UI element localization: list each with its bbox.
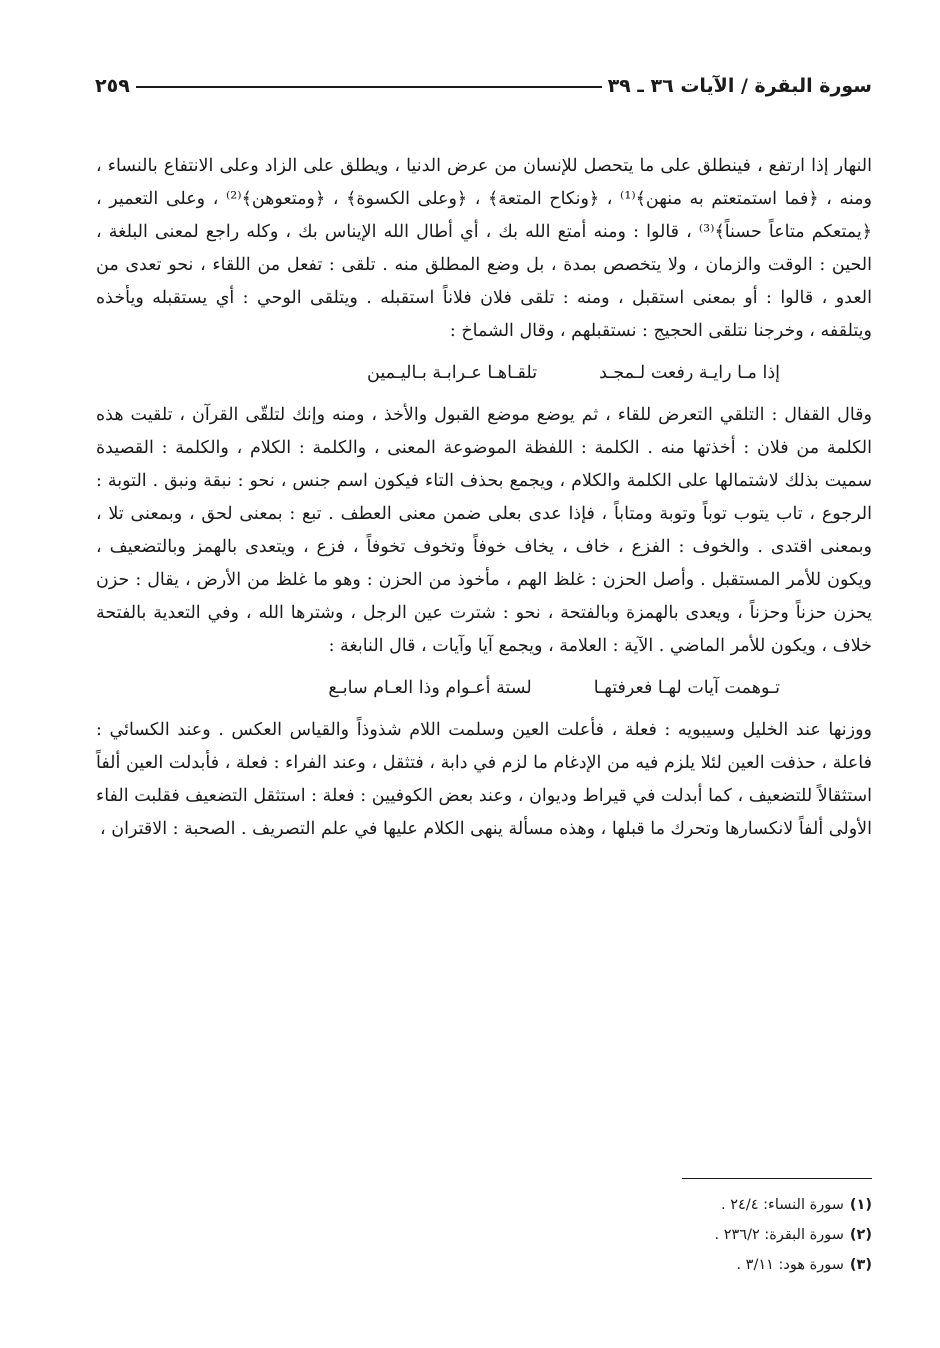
page-number: ٢٥٩ (95, 75, 130, 97)
verse-second-hemistich: تلقـاهـا عـرابـة بـاليـمين (367, 363, 538, 383)
paragraph: النهار إذا ارتفع ، فينطلق على ما يتحصل للإنسان من عرض الدنيا ، ويطلق على الزاد وعلى الانتفاع بالنساء ، ومنه ، ﴿فما استمتعتم به منهن﴾⁽¹⁾ ، ﴿ونكاح المتعة﴾ ، ﴿وعلى الكسوة﴾ ، ﴿ومتعوهن﴾⁽²⁾ ، وعلى التعمير ، ﴿يمتعكم متاعاً حسناً﴾⁽³⁾ ، قالوا : ومنه أمتع الله بك ، أي أطال الله الإيناس بك ، وكله راجع لمعنى البلغة ، الحين : الوقت والزمان ، ولا يتخصص بمدة ، بل وضع المطلق منه . تلقى : تفعل من اللقاء ، نحو تعدى من العدو ، قالوا : أو بمعنى استقبل ، ومنه : تلقى فلان فلاناً استقبله . ويتلقى الوحي : أي يستقبله ويأخذه ويتلقفه ، وخرجنا نتلقى الحجيج : نستقبلهم ، وقال الشماخ : (96, 156, 872, 341)
footnotes (714, 1190, 872, 1280)
running-header-title: سورة البقرة / الآيات ٣٦ ـ ٣٩ (607, 75, 872, 97)
poetry-verse (96, 670, 780, 707)
paragraph: ووزنها عند الخليل وسيبويه : فعلة ، فأعلت العين وسلمت اللام شذوذاً والقياس العكس . وعند الكسائي : فاعلة ، حذفت العين لئلا يلزم فيه من الإدغام ما لزم في دابة ، فتثقل ، وعند الفراء : فعلة ، فأبدلت العين ألفاً استثقالاً للتضعيف ، كما أبدلت في قيراط وديوان ، وعند بعض الكوفيين : فعلة : استثقل التضعيف فقلبت الفاء الأولى ألفاً لانكسارها وتحرك ما قبلها ، وهذه مسألة ينهى الكلام عليها في علم التصريف . الصحبة : الاقتران ، (96, 720, 872, 839)
footnote-number: (١) (849, 1197, 872, 1213)
running-header (95, 68, 872, 104)
footnote-divider (682, 1178, 872, 1179)
header-rule (136, 86, 602, 88)
footnote (714, 1250, 872, 1280)
footnote-number: (٣) (849, 1257, 872, 1273)
footnote-text: سورة النساء: ٢٤/٤ . (721, 1197, 844, 1213)
poetry-verse (96, 355, 780, 392)
footnote-text: سورة البقرة: ٢٣٦/٢ . (714, 1227, 844, 1243)
paragraph: وقال القفال : التلقي التعرض للقاء ، ثم يوضع موضع القبول والأخذ ، ومنه وإنك لتلقّى القرآن ، تلقيت هذه الكلمة من فلان : أخذتها منه . الكلمة : اللفظة الموضوعة المعنى ، والكلمة : الكلام ، والكلمة : القصيدة سميت بذلك لاشتمالها على الكلمة والكلام ، ويجمع بحذف التاء فيكون اسم جنس ، نحو : نبقة ونبق . التوبة : الرجوع ، تاب يتوب توباً وتوبة ومتاباً ، فإذا عدى بعلى ضمن معنى العطف . تبع : بمعنى لحق ، وبمعنى تلا ، وبمعنى اقتدى . والخوف : الفزع ، خاف ، يخاف خوفاً وتخوف تخوفاً ، فزع ، ويتعدى بالهمز وبالتضعيف ، ويكون للأمر المستقبل . وأصل الحزن : غلظ الهم ، مأخوذ من الحزن : وهو ما غلظ من الأرض ، يقال : حزن يحزن حزناً وحزناً ، ويعدى بالهمزة وبالفتحة ، نحو : شترت عين الرجل ، وشترها الله ، وفي التعدية بالفتحة خلاف ، ويكون للأمر الماضي . الآية : العلامة ، ويجمع آيا وآيات ، قال النابغة : (96, 405, 872, 656)
footnote-text: سورة هود: ٣/١١ . (736, 1257, 844, 1273)
footnote (714, 1190, 872, 1220)
verse-first-hemistich: تـوهمت آيات لهـا فعرفتهـا (593, 678, 780, 698)
verse-first-hemistich: إذا مـا رايـة رفعت لـمجـد (599, 363, 780, 383)
footnote (714, 1220, 872, 1250)
main-text (96, 150, 872, 846)
verse-second-hemistich: لستة أعـوام وذا العـام سابـع (328, 678, 532, 698)
footnote-number: (٢) (849, 1227, 872, 1243)
